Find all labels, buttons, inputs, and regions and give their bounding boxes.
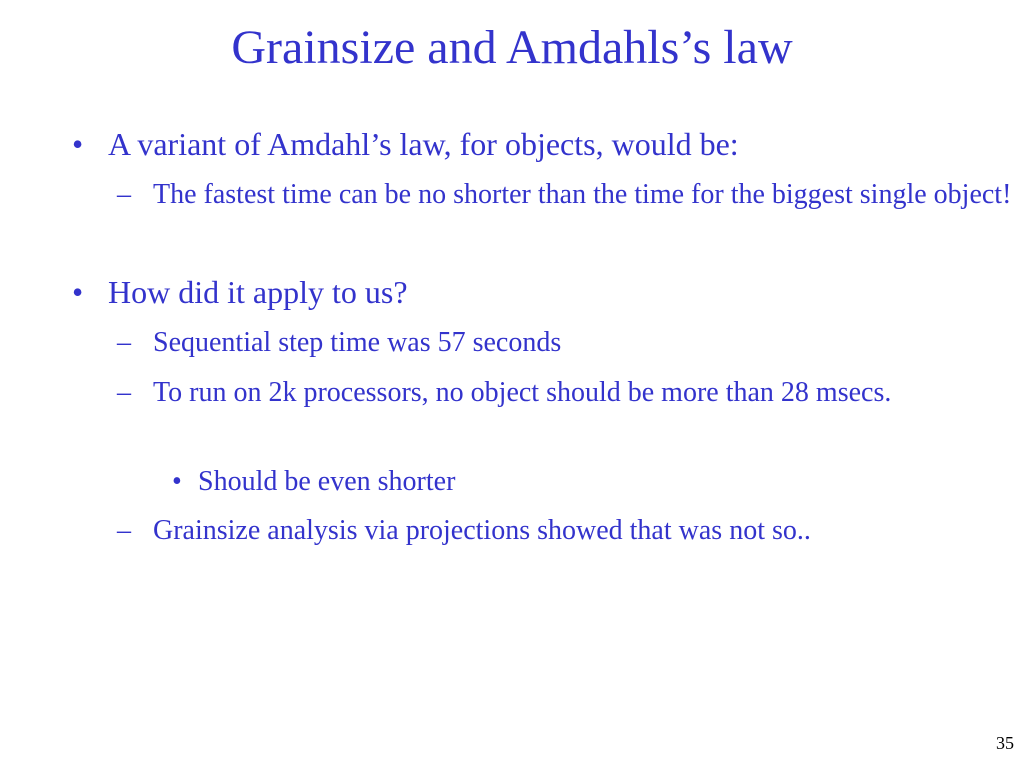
bullet-text: A variant of Amdahl’s law, for objects, would be: — [108, 126, 739, 162]
bullet-marker: • — [72, 274, 84, 310]
sub-sub-bullet-item — [172, 464, 978, 500]
sub-bullet-marker: – — [117, 377, 131, 408]
sub-bullet-text: To run on 2k processors, no object should be more than 28 msecs. — [153, 377, 892, 408]
sub-bullet-item — [117, 322, 993, 364]
sub-bullet-marker: – — [117, 327, 131, 358]
page-number: 35 — [996, 733, 1014, 753]
sub-sub-bullet-text: Should be even shorter — [198, 466, 456, 497]
bullet-item — [72, 272, 998, 312]
sub-bullet-item — [117, 510, 1003, 552]
bullet-item — [72, 124, 998, 164]
bullet-marker: • — [72, 126, 84, 162]
sub-bullet-marker: – — [117, 515, 131, 546]
sub-bullet-text: Sequential step time was 57 seconds — [153, 327, 562, 358]
sub-bullet-item — [117, 372, 983, 414]
sub-bullet-text: The fastest time can be no shorter than the time for the biggest single object! — [153, 179, 1012, 210]
slide-title: Grainsize and Amdahls’s law — [231, 21, 793, 74]
sub-bullet-marker: – — [117, 179, 131, 210]
sub-bullet-item — [117, 174, 1013, 216]
sub-sub-bullet-marker: • — [172, 466, 182, 497]
bullet-text: How did it apply to us? — [108, 274, 408, 310]
sub-bullet-text: Grainsize analysis via projections showed that was not so.. — [153, 515, 811, 546]
